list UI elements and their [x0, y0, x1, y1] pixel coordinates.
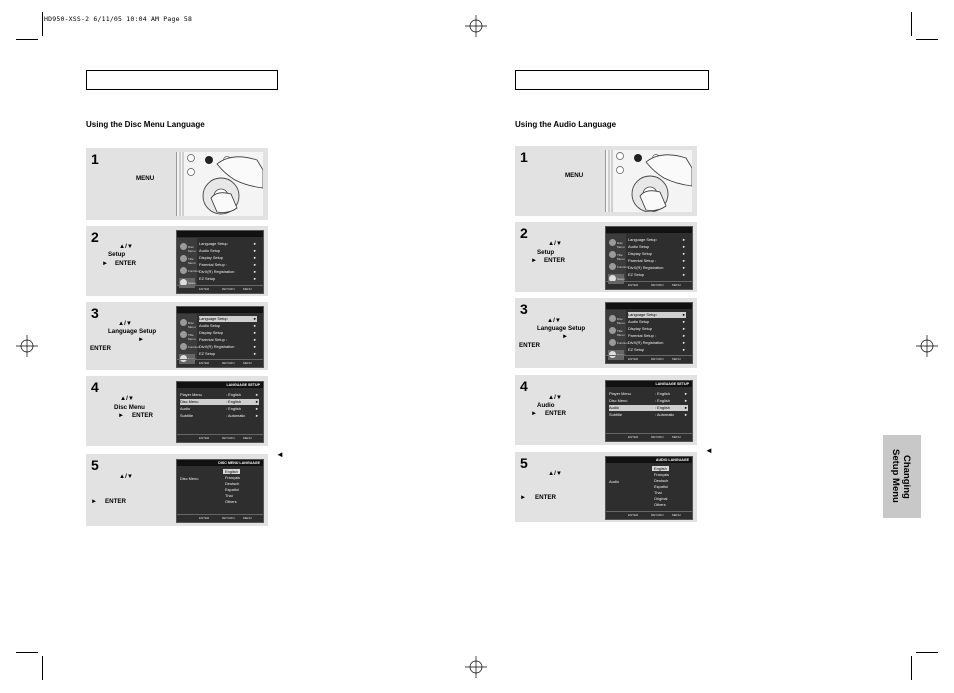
step-number: 2	[520, 225, 528, 241]
setup-label: Setup	[537, 249, 555, 256]
screen-footer: ENTER RETURN MENU	[606, 355, 692, 363]
tv-screen-setup-menu: Disc Menu Title Menu Function Setup Language Setup ► Audio Setup ► Display Setup ► Parental Setup : ► DivX(R) Registration ► EZ Setup ► ENTER RETURN MENU	[605, 302, 693, 364]
right-step-4	[515, 375, 697, 445]
disc-menu-label: Disc Menu	[114, 404, 145, 411]
side-tab-line-2: Setup Menu	[890, 449, 901, 503]
enter-key-label: ENTER	[105, 498, 126, 505]
menu-item: Parental Setup : ►	[628, 258, 686, 263]
right-step-1	[515, 146, 697, 216]
left-note-arrow: ◄	[276, 450, 284, 459]
screen-footer: ENTER RETURN MENU	[177, 285, 263, 293]
language-option: Thai	[654, 490, 662, 495]
registration-mark-bottom	[465, 656, 487, 678]
right-arrow-icon: ►	[138, 336, 145, 343]
right-title-box	[515, 70, 709, 90]
setting-row: Subtitle : Automatic ►	[180, 413, 259, 418]
menu-item: Display Setup ►	[628, 251, 686, 256]
enter-key-label: ENTER	[545, 410, 566, 417]
left-step-5	[86, 454, 268, 526]
title-menu-icon: Title Menu	[188, 257, 196, 265]
menu-item: EZ Setup ►	[199, 351, 257, 356]
language-option: Français	[654, 472, 669, 477]
enter-key-label: ENTER	[115, 260, 136, 267]
left-step-3	[86, 302, 268, 370]
step-number: 4	[91, 379, 99, 395]
step-number: 5	[91, 457, 99, 473]
setting-row-selected: Disc Menu : English ►	[180, 399, 259, 404]
step-number: 4	[520, 378, 528, 394]
setting-row: Player Menu : English ►	[609, 391, 688, 396]
menu-item: DivX(R) Registration ►	[628, 340, 686, 345]
left-title-box	[86, 70, 278, 90]
right-step-5	[515, 452, 697, 522]
right-arrow-icon: ►	[118, 412, 125, 419]
right-arrow-icon: ►	[102, 260, 109, 267]
tv-screen-setup-menu: Disc Menu Title Menu Function Setup Language Setup ► Audio Setup ► Display Setup ► Parental Setup : ► DivX(R) Registration ► EZ Setup ► ENTER RETURN MENU	[176, 306, 264, 368]
setting-row: Disc Menu : English ►	[609, 398, 688, 403]
menu-item: Display Setup ►	[199, 330, 257, 335]
left-step-2	[86, 226, 268, 296]
right-arrow-icon: ►	[562, 333, 569, 340]
right-step-3	[515, 298, 697, 368]
disc-menu-icon: Disc Menu	[188, 245, 196, 253]
screen-footer: ENTER RETURN MENU	[606, 433, 692, 441]
language-option: Deutsch	[654, 478, 669, 483]
enter-key-label: ENTER	[519, 342, 540, 349]
menu-item: Language Setup ►	[199, 241, 257, 246]
setting-row: Audio : English ►	[180, 406, 259, 411]
language-option: Others	[225, 499, 237, 504]
language-option: Deutsch	[225, 481, 240, 486]
menu-item: Audio Setup ►	[628, 319, 686, 324]
screen-footer: ENTER RETURN MENU	[177, 434, 263, 442]
menu-item-selected: Language Setup ►	[199, 316, 257, 321]
side-tab-line-1: Changing	[901, 455, 912, 499]
language-setup-label: Language Setup	[537, 325, 586, 332]
setting-row: Player Menu : English ►	[180, 392, 259, 397]
menu-item: EZ Setup ►	[199, 276, 257, 281]
menu-item: DivX(R) Registration ►	[628, 265, 686, 270]
up-down-arrows: ▲/▼	[119, 243, 133, 250]
right-arrow-icon: ►	[520, 494, 527, 501]
menu-item: Display Setup ►	[199, 255, 257, 260]
left-step-4	[86, 376, 268, 446]
screen-label: Disc Menu	[180, 476, 199, 481]
menu-item: Language Setup ►	[628, 237, 686, 242]
registration-mark-top	[465, 15, 487, 37]
registration-mark-left	[16, 335, 38, 357]
language-option: Original	[654, 496, 668, 501]
screen-footer: ENTER RETURN MENU	[606, 511, 692, 519]
remote-control-image	[176, 152, 263, 216]
enter-key-label: ENTER	[132, 412, 153, 419]
setting-row-selected: Audio : English ►	[609, 405, 688, 410]
language-option: Others	[654, 502, 666, 507]
chapter-side-tab	[883, 435, 921, 518]
right-arrow-icon: ►	[531, 257, 538, 264]
tv-screen-setup-menu	[176, 230, 264, 294]
menu-item: EZ Setup ►	[628, 347, 686, 352]
function-icon: Function	[188, 269, 200, 273]
menu-item: DivX(R) Registration ►	[199, 269, 257, 274]
screen-footer: ENTER RETURN MENU	[177, 514, 263, 522]
step-number: 1	[520, 149, 528, 165]
tv-screen-language-setup: LANGUAGE SETUP Player Menu : English ► Disc Menu : English ► Audio : English ► Subtitle : Automatic ► ENTER RETURN MENU	[176, 381, 264, 443]
language-option: Español	[654, 484, 669, 489]
tv-screen-setup-menu: Disc Menu Title Menu Function Setup Language Setup ► Audio Setup ► Display Setup ► Parental Setup : ► DivX(R) Registration ► EZ Setup ► ENTER RETURN MENU	[605, 226, 693, 290]
step-number: 3	[91, 305, 99, 321]
right-step-2	[515, 222, 697, 292]
language-option: Español	[225, 487, 240, 492]
right-arrow-icon: ►	[531, 410, 538, 417]
right-note-arrow: ◄	[705, 446, 713, 455]
menu-item: Parental Setup : ►	[628, 333, 686, 338]
right-subtitle: Using the Audio Language	[515, 120, 617, 129]
menu-item: Parental Setup : ►	[199, 262, 257, 267]
language-option: Thai	[225, 493, 233, 498]
step-number: 3	[520, 301, 528, 317]
language-setup-label: Language Setup	[108, 328, 157, 335]
tv-screen-disc-menu-language: DISC MENU LANGUAGE Disc Menu English Français Deutsch Español Thai Others ENTER RETURN MENU	[176, 459, 264, 523]
step-number: 2	[91, 229, 99, 245]
menu-item: Audio Setup ►	[199, 323, 257, 328]
step-number: 5	[520, 455, 528, 471]
up-down-arrows: ▲/▼	[547, 317, 561, 324]
remote-control-image	[605, 150, 692, 212]
enter-key-label: ENTER	[90, 345, 111, 352]
enter-key-label: ENTER	[535, 494, 556, 501]
language-option-selected: English	[225, 469, 238, 474]
up-down-arrows: ▲/▼	[548, 394, 562, 401]
menu-item-selected: Language Setup ►	[628, 312, 686, 317]
language-option-selected: English	[654, 466, 667, 471]
screen-footer: ENTER RETURN MENU	[177, 359, 263, 367]
up-down-arrows: ▲/▼	[119, 473, 133, 480]
print-header: HD950-XSS-2 6/11/05 10:04 AM Page 58	[44, 15, 193, 23]
up-down-arrows: ▲/▼	[118, 320, 132, 327]
up-down-arrows: ▲/▼	[548, 470, 562, 477]
setup-icon: Setup	[188, 281, 196, 285]
menu-key-label: MENU	[136, 175, 155, 182]
screen-label: Audio	[609, 479, 619, 484]
menu-item: Audio Setup ►	[199, 248, 257, 253]
setup-label: Setup	[108, 251, 126, 258]
menu-key-label: MENU	[565, 172, 584, 179]
setting-row: Subtitle : Automatic ►	[609, 412, 688, 417]
tv-screen-language-setup: LANGUAGE SETUP Player Menu : English ► Disc Menu : English ► Audio : English ► Subtitle : Automatic ► ENTER RETURN MENU	[605, 380, 693, 442]
menu-item: EZ Setup ►	[628, 272, 686, 277]
step-number: 1	[91, 151, 99, 167]
language-option: Français	[225, 475, 240, 480]
enter-key-label: ENTER	[544, 257, 565, 264]
menu-item: Parental Setup : ►	[199, 337, 257, 342]
screen-footer: ENTER RETURN MENU	[606, 281, 692, 289]
registration-mark-right	[916, 335, 938, 357]
right-arrow-icon: ►	[91, 498, 98, 505]
up-down-arrows: ▲/▼	[548, 240, 562, 247]
left-step-1	[86, 148, 268, 220]
menu-item: Display Setup ►	[628, 326, 686, 331]
menu-item: DivX(R) Registration ►	[199, 344, 257, 349]
menu-item: Audio Setup ►	[628, 244, 686, 249]
up-down-arrows: ▲/▼	[120, 395, 134, 402]
tv-screen-audio-language: AUDIO LANGUAGE Audio English Français Deutsch Español Thai Original Others ENTER RETURN MENU	[605, 456, 693, 520]
left-subtitle: Using the Disc Menu Language	[86, 120, 205, 129]
audio-label: Audio	[537, 402, 555, 409]
